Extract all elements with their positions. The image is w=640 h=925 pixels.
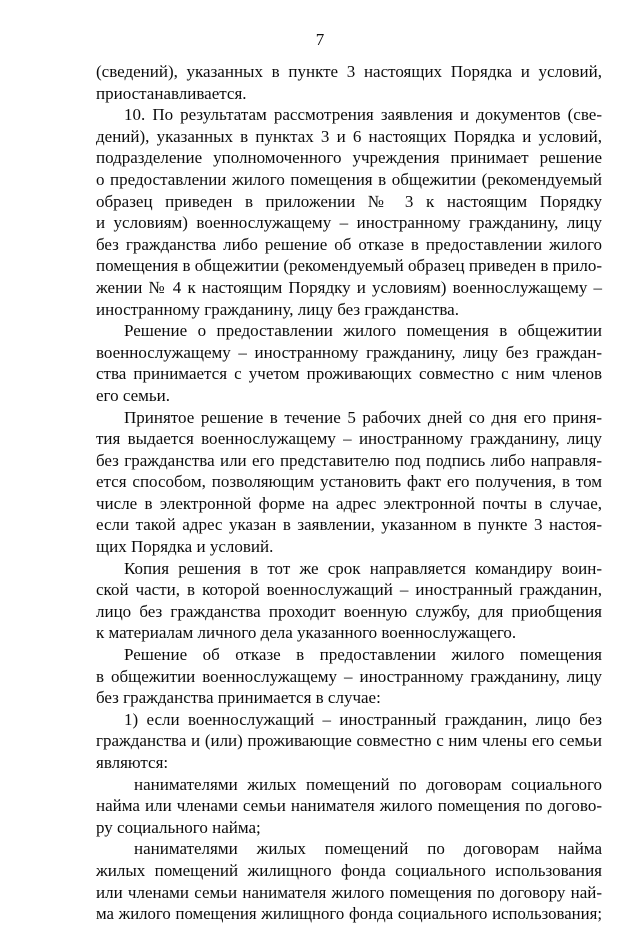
text-line: гражданства и (или) проживающие совместно с ним члены его семьи <box>96 731 602 751</box>
text-line: ру социального найма; <box>96 817 261 837</box>
text-line: без гражданства либо решение об отказе в предоставлении жилого <box>96 234 602 254</box>
text-line: если такой адрес указан в заявлении, указанном в пункте 3 настоя- <box>96 515 602 535</box>
text-line: без гражданства принимается в случае: <box>96 688 381 708</box>
text-line: Копия решения в тот же срок направляется командиру воин- <box>124 558 602 578</box>
text-line: приостанавливается. <box>96 83 247 103</box>
text-line: иностранному гражданину, лицу без гражданства. <box>96 299 459 319</box>
text-line: щих Порядка и условий. <box>96 537 274 557</box>
text-line: дений), указанных в пунктах 3 и 6 настоящих Порядка и условий, <box>96 126 602 146</box>
text-line: 1) если военнослужащий – иностранный гражданин, лицо без <box>124 709 602 729</box>
text-line: лицо без гражданства проходит военную службу, для приобщения <box>96 601 602 621</box>
text-line: (сведений), указанных в пункте 3 настоящих Порядка и условий, <box>96 62 602 81</box>
text-line: о предоставлении жилого помещения в общежитии (рекомендуемый <box>96 169 602 189</box>
text-line: в общежитии военнослужащему – иностранному гражданину, лицу <box>96 666 602 686</box>
text-line: тия выдается военнослужащему – иностранному гражданину, лицу <box>96 429 602 449</box>
text-line: являются: <box>96 753 169 772</box>
text-line: Решение об отказе в предоставлении жилого помещения <box>124 645 602 665</box>
text-line: нанимателями жилых помещений по договорам найма <box>134 839 602 859</box>
text-line: образец приведен в приложении № 3 к настоящим Порядку <box>96 191 602 211</box>
text-line: помещения в общежитии (рекомендуемый образец приведен в прило- <box>96 256 602 276</box>
text-line: Принятое решение в течение 5 рабочих дней со дня его приня- <box>124 407 602 427</box>
page-number: 7 <box>315 30 325 49</box>
document-body <box>96 61 602 925</box>
text-line: Решение о предоставлении жилого помещения в общежитии <box>124 321 602 341</box>
text-line: найма или членами семьи нанимателя жилого помещения по догово- <box>96 796 602 816</box>
text-line: или членами семьи нанимателя жилого помещения по договору най- <box>96 882 602 902</box>
text-line: военнослужащему – иностранному гражданину, лицу без граждан- <box>96 342 602 362</box>
text-line: подразделение уполномоченного учреждения принимает решение <box>96 148 602 168</box>
text-line: ства принимается с учетом проживающих совместно с ним членов <box>96 364 602 384</box>
text-line: 10. По результатам рассмотрения заявления и документов (све- <box>124 105 602 125</box>
text-line: жении № 4 к настоящим Порядку и условиям) военнослужащему – <box>96 277 602 297</box>
text-line: ской части, в которой военнослужащий – иностранный гражданин, <box>96 580 602 600</box>
text-line: ма жилого помещения жилищного фонда социального использования; <box>96 904 602 924</box>
text-line: его семьи. <box>96 385 171 405</box>
text-line: числе в электронной форме на адрес электронной почты в случае, <box>96 493 602 513</box>
text-line: без гражданства или его представителю под подпись либо направля- <box>96 450 602 470</box>
text-line: к материалам личного дела указанного военнослужащего. <box>96 623 517 643</box>
text-line: ется способом, позволяющим установить факт его получения, в том <box>96 472 602 492</box>
text-line: жилых помещений жилищного фонда социального использования <box>96 860 602 880</box>
text-line: нанимателями жилых помещений по договорам социального <box>134 774 602 794</box>
text-line: и условиям) военнослужащему – иностранному гражданину, лицу <box>96 213 602 233</box>
